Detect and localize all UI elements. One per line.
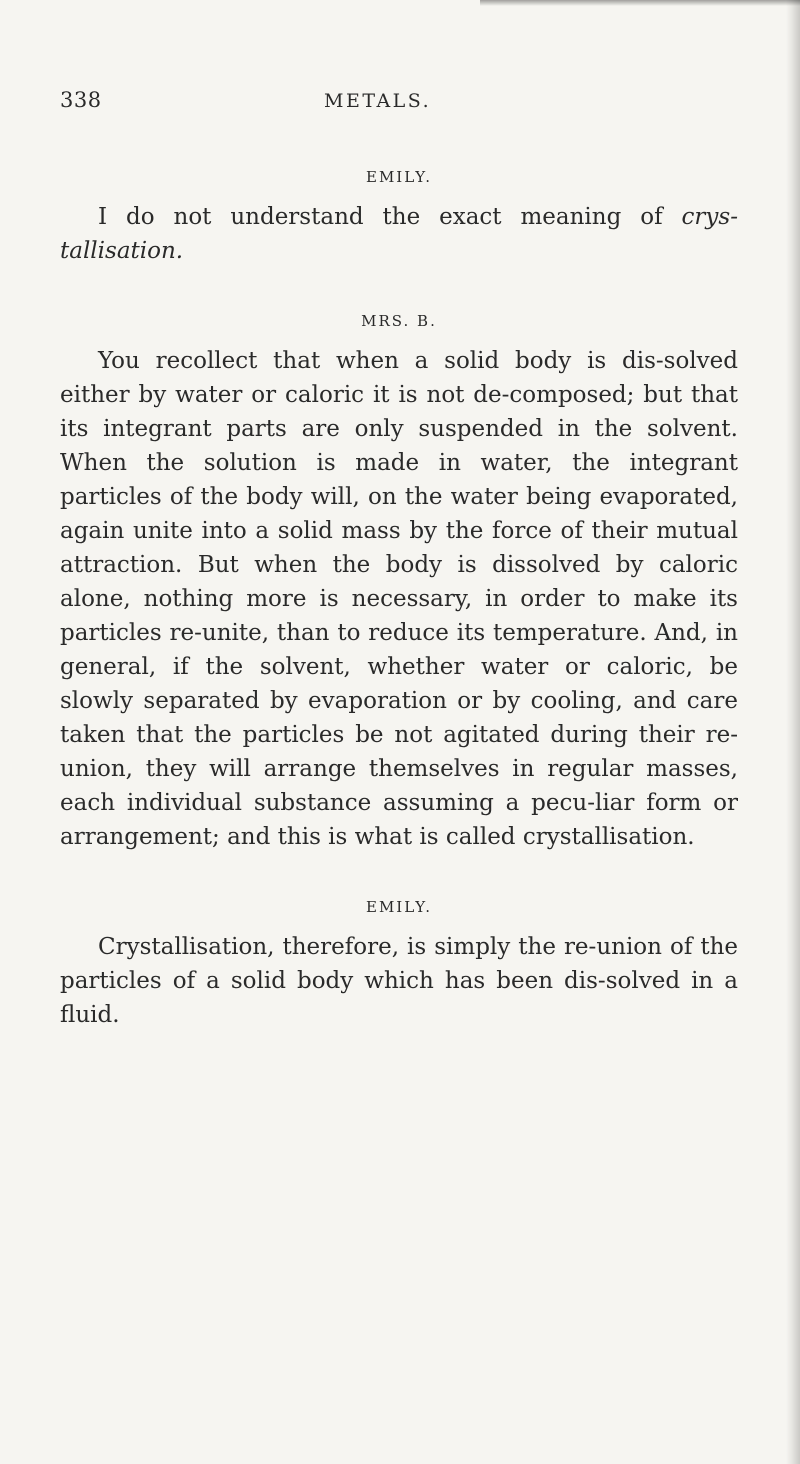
speech-paragraph: Crystallisation, therefore, is simply the re-union of the particles of a solid body which has been dis-solved in a fluid. [60,934,738,1028]
speech-italic-term: crys-tallisation. [60,204,738,264]
page-binding-edge [786,0,800,1464]
speech-paragraph [60,200,738,268]
speech-text: I do not understand the exact meaning of [98,204,682,230]
page-top-shadow [480,0,800,6]
speaker-gap [60,854,738,898]
speaker-gap [60,268,738,312]
running-title: METALS. [324,90,432,112]
speech-paragraph: You recollect that when a solid body is dis-solved either by water or caloric it is not de-composed; but that its integrant parts are only suspended in the solvent. When the solution is made in water, the integrant particles of the body will, on the water being evaporated, again unite into a solid mass by the force of their mutual attraction. But when the body is dissolved by caloric alone, nothing more is necessary, in order to make its particles re-unite, than to reduce its temperature. And, in general, if the solvent, whether water or caloric, be slowly separated by evaporation or by cooling, and care taken that the particles be not agitated during their re-union, they will arrange themselves in regular masses, each individual substance assuming a pecu-liar form or arrangement; and this is what is called crystallisation. [60,348,738,850]
speaker-label: EMILY. [366,168,432,186]
speaker-label: MRS. B. [361,312,437,330]
page-number: 338 [60,88,102,112]
speaker-label: EMILY. [366,898,432,916]
running-head [60,88,740,118]
dialogue-text [60,168,738,1032]
